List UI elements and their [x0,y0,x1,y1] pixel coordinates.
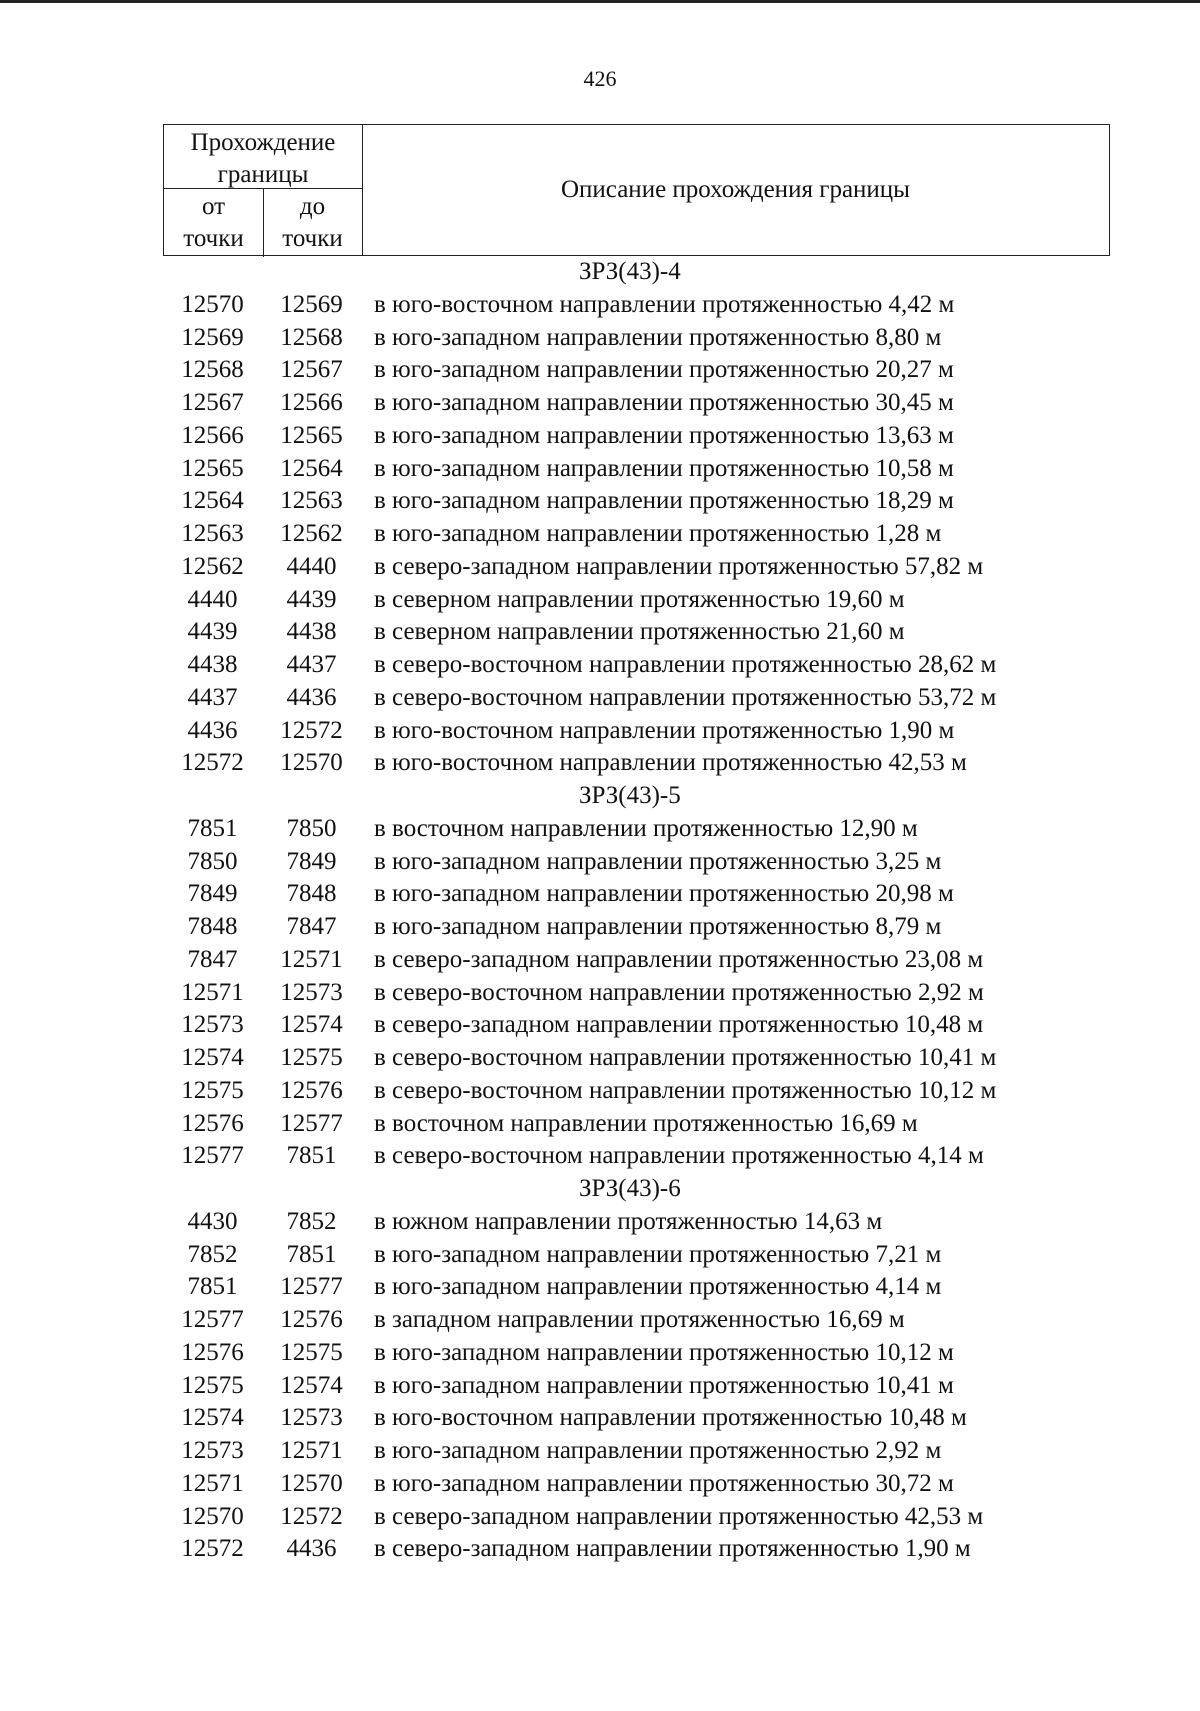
to-point: 12574 [280,1371,343,1399]
from-point: 12577 [181,1306,244,1333]
to-point: 12574 [280,1011,343,1039]
table-row [163,322,1110,355]
table-row [163,1402,1110,1435]
from-point: 12574 [181,1404,244,1432]
header-to-line1: до [299,193,326,220]
table-row [163,1468,1110,1501]
to-point: 12563 [280,487,343,515]
from-point: 12571 [181,1469,244,1497]
from-point: 12565 [181,454,244,482]
to-point: 7849 [286,847,337,875]
boundary-description: в юго-восточном направлении протяженностью 4,42 м [374,290,955,318]
to-point: 12567 [280,356,343,384]
from-point: 12562 [181,552,244,580]
from-point: 12577 [181,1142,244,1170]
table-body [163,256,1110,1566]
to-point: 7848 [286,880,337,908]
from-point: 12563 [181,520,244,547]
from-point: 7848 [187,913,238,940]
boundary-description: в юго-западном направлении протяженностью 10,58 м [374,454,954,482]
header-from-line1: от [201,193,226,220]
from-point: 7852 [187,1240,238,1268]
boundary-description: в юго-восточном направлении протяженностью 1,90 м [374,716,955,744]
to-point: 12568 [280,323,343,351]
table-row [163,1337,1110,1370]
from-point: 12568 [181,356,244,384]
boundary-description: в южном направлении протяженностью 14,63 м [374,1207,883,1235]
from-point: 4439 [187,618,238,646]
to-point: 12573 [280,978,343,1006]
from-point: 12575 [181,1076,244,1104]
from-point: 12570 [181,290,244,318]
boundary-description: в юго-западном направлении протяженностью 18,29 м [374,487,954,515]
boundary-description: в северо-западном направлении протяженностью 57,82 м [374,552,984,580]
page-number: 426 [583,66,617,91]
from-point: 7847 [187,945,238,973]
section-title: ЗРЗ(43)-5 [579,782,681,809]
table-row [163,911,1110,944]
header-group-title [164,127,362,191]
from-point: 7851 [187,814,238,842]
table-row [163,813,1110,846]
from-point: 12567 [181,389,244,416]
from-point: 4438 [187,651,238,678]
table-row [163,747,1110,780]
boundary-description: в северном направлении протяженностью 19,60 м [374,585,905,613]
boundary-description: в северо-западном направлении протяженностью 10,48 м [374,1011,984,1039]
to-point: 7852 [286,1207,337,1235]
boundary-description: в юго-западном направлении протяженностью 8,80 м [374,323,942,351]
table-row [163,1140,1110,1173]
header-to-line2: точки [282,225,343,252]
to-point: 7847 [286,913,337,940]
boundary-description: в юго-западном направлении протяженностью 20,27 м [374,356,954,384]
boundary-description: в западном направлении протяженностью 16,69 м [374,1306,905,1333]
to-point: 12566 [280,389,343,416]
to-point: 4438 [286,618,337,646]
from-point: 12576 [181,1338,244,1366]
table-row [163,1271,1110,1304]
from-point: 12564 [181,487,244,515]
table-row [163,682,1110,715]
to-point: 12570 [280,1469,343,1497]
from-point: 12572 [181,749,244,777]
boundary-description: в юго-западном направлении протяженностью 10,41 м [374,1371,954,1399]
boundary-description: в северо-западном направлении протяженностью 23,08 м [374,945,984,973]
to-point: 7850 [286,814,337,842]
boundary-description: в северо-восточном направлении протяженностью 4,14 м [374,1142,984,1170]
from-point: 4437 [187,683,238,711]
boundary-description: в северо-западном направлении протяженностью 1,90 м [374,1535,971,1563]
to-point: 12572 [280,716,343,744]
boundary-description: в северо-восточном направлении протяженностью 53,72 м [374,683,997,711]
section-title: ЗРЗ(43)-4 [579,258,681,285]
from-point: 12570 [181,1502,244,1530]
from-point: 12573 [181,1437,244,1464]
to-point: 12562 [280,520,343,547]
boundary-description: в северо-восточном направлении протяженностью 28,62 м [374,651,997,678]
from-point: 12574 [181,1044,244,1071]
table-row [163,1075,1110,1108]
from-point: 4436 [187,716,238,744]
to-point: 7851 [286,1240,337,1268]
from-point: 12576 [181,1109,244,1137]
boundary-description: в юго-восточном направлении протяженностью 42,53 м [374,749,967,777]
to-point: 12577 [280,1109,343,1137]
from-point: 4430 [187,1207,238,1235]
table-row [163,649,1110,682]
from-point: 12569 [181,323,244,351]
from-point: 12573 [181,1011,244,1039]
to-point: 4436 [286,683,337,711]
table-row [163,977,1110,1010]
boundary-description: в юго-западном направлении протяженностью 20,98 м [374,880,954,908]
table-row [163,1370,1110,1403]
table-row [163,1206,1110,1239]
table-row [163,1435,1110,1468]
section-title: ЗРЗ(43)-6 [579,1175,681,1202]
header-description [362,125,1109,255]
boundary-description: в юго-восточном направлении протяженностью 10,48 м [374,1404,967,1432]
to-point: 12577 [280,1273,343,1301]
boundary-description: в юго-западном направлении протяженностью 10,12 м [374,1338,954,1366]
table-row [163,289,1110,322]
from-point: 4440 [187,585,238,613]
to-point: 4440 [286,552,337,580]
table-row [163,420,1110,453]
from-point: 7851 [187,1273,238,1301]
table-row [163,551,1110,584]
table-row [163,1533,1110,1566]
to-point: 7851 [286,1142,337,1170]
to-point: 4437 [286,651,337,678]
table-row [163,1501,1110,1534]
header-from-point [164,191,263,255]
to-point: 12576 [280,1306,343,1333]
from-point: 12575 [181,1371,244,1399]
table-row [163,944,1110,977]
boundary-description: в восточном направлении протяженностью 16,69 м [374,1109,918,1137]
table-row [163,387,1110,420]
boundary-description: в юго-западном направлении протяженностью 3,25 м [374,847,942,875]
table-header [163,124,1110,256]
table-row [163,846,1110,879]
table-row [163,1009,1110,1042]
table-row [163,1239,1110,1272]
boundary-description: в юго-западном направлении протяженностью 4,14 м [374,1273,942,1301]
table-row [163,1042,1110,1075]
table-row [163,616,1110,649]
boundary-description: в северо-западном направлении протяженностью 42,53 м [374,1502,984,1530]
from-point: 12572 [181,1535,244,1563]
boundary-description: в северном направлении протяженностью 21,60 м [374,618,905,646]
boundary-description: в северо-восточном направлении протяженностью 10,41 м [374,1044,997,1071]
to-point: 12572 [280,1502,343,1530]
boundary-description: в юго-западном направлении протяженностью 30,72 м [374,1469,954,1497]
to-point: 12573 [280,1404,343,1432]
header-group-title-line1: Прохождение [190,129,336,156]
to-point: 12575 [280,1044,343,1071]
boundary-description: в юго-западном направлении протяженностью 7,21 м [374,1240,942,1268]
boundary-description: в юго-западном направлении протяженностью 2,92 м [374,1437,942,1464]
to-point: 12576 [280,1076,343,1104]
table-row [163,354,1110,387]
table-row [163,485,1110,518]
boundary-description: в юго-западном направлении протяженностью 30,45 м [374,389,954,416]
boundary-description: в юго-западном направлении протяженностью 13,63 м [374,421,954,449]
to-point: 12570 [280,749,343,777]
boundary-description: в северо-восточном направлении протяженностью 10,12 м [374,1076,997,1104]
to-point: 12575 [280,1338,343,1366]
from-point: 7849 [187,880,238,908]
table-row [163,1108,1110,1141]
header-to-point [263,191,362,255]
to-point: 4436 [286,1535,337,1563]
to-point: 12564 [280,454,343,482]
from-point: 7850 [187,847,238,875]
table-row [163,584,1110,617]
to-point: 12569 [280,290,343,318]
to-point: 12571 [280,1437,343,1464]
table-row [163,518,1110,551]
top-rule [0,0,1200,3]
boundary-description: в юго-западном направлении протяженностью 8,79 м [374,913,942,940]
header-group-title-line2: границы [217,161,309,188]
from-point: 12571 [181,978,244,1006]
boundary-description: в восточном направлении протяженностью 12,90 м [374,814,918,842]
from-point: 12566 [181,421,244,449]
header-description-title: Описание прохождения границы [561,176,910,203]
header-from-line2: точки [183,225,244,252]
boundary-description: в юго-западном направлении протяженностью 1,28 м [374,520,942,547]
to-point: 4439 [286,585,337,613]
table-row [163,878,1110,911]
table-row [163,715,1110,748]
to-point: 12571 [280,945,343,973]
to-point: 12565 [280,421,343,449]
boundary-description: в северо-восточном направлении протяженностью 2,92 м [374,978,984,1006]
table-row [163,453,1110,486]
table-row [163,1304,1110,1337]
